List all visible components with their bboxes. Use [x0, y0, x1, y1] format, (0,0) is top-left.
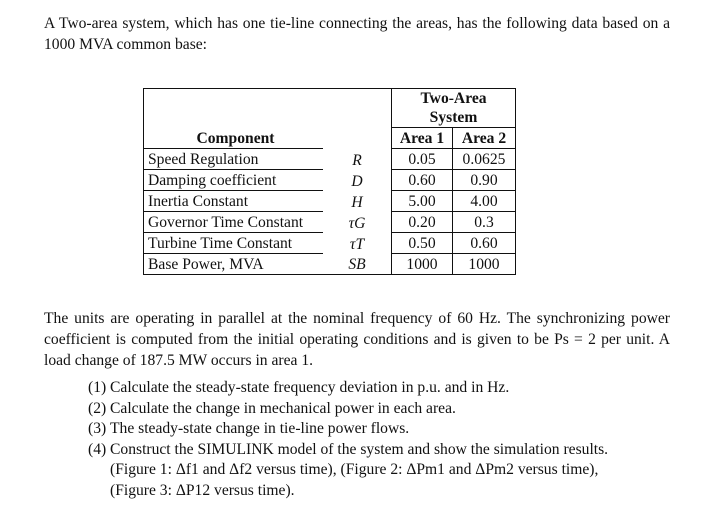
task-number: (4)	[88, 440, 107, 458]
row-area2: 0.90	[453, 170, 516, 191]
task-text: Calculate the steady-state frequency deviation in p.u. and in Hz.	[110, 379, 510, 396]
row-area2: 1000	[453, 254, 516, 275]
row-area2: 0.60	[453, 233, 516, 254]
task-list	[88, 378, 678, 501]
table-row	[144, 233, 516, 254]
row-symbol: D	[351, 172, 363, 190]
row-area1: 1000	[392, 254, 453, 275]
task-text: Construct the SIMULINK model of the system and show the simulation results.	[110, 440, 609, 458]
table-row	[144, 212, 516, 233]
row-area1: 0.60	[392, 170, 453, 191]
row-symbol: R	[352, 151, 362, 169]
intro-paragraph: A Two-area system, which has one tie-line connecting the areas, has the following data based on a 1000 MVA common base:	[44, 15, 670, 53]
list-item	[88, 440, 678, 502]
row-component: Damping coefficient	[144, 170, 324, 191]
row-symbol: τG	[348, 214, 366, 232]
parameters-table	[143, 88, 516, 275]
component-header: Component	[144, 128, 324, 149]
row-component: Base Power, MVA	[144, 254, 324, 275]
row-area2: 4.00	[453, 191, 516, 212]
area1-header: Area 1	[392, 128, 453, 149]
row-area2: 0.0625	[453, 149, 516, 170]
row-area2: 0.3	[453, 212, 516, 233]
group-header-line1: Two-Area	[420, 90, 487, 107]
row-component: Speed Regulation	[144, 149, 324, 170]
row-area1: 5.00	[392, 191, 453, 212]
group-header-line2: System	[429, 109, 478, 126]
task-number: (2)	[88, 399, 107, 417]
area2-header: Area 2	[453, 128, 516, 149]
task-figures-line: (Figure 1: Δf1 and Δf2 versus time), (Figure 2: ΔPm1 and ΔPm2 versus time),	[110, 461, 599, 478]
list-item	[88, 399, 678, 420]
task-number: (3)	[88, 420, 107, 437]
table-row	[144, 254, 516, 275]
row-symbol: SB	[323, 254, 392, 275]
conditions-paragraph: The units are operating in parallel at the nominal frequency of 60 Hz. The synchronizing power coefficient is computed from the initial operating conditions and is given to be Ps = 2 per unit. A load change of 187.5 MW occurs in area 1.	[44, 310, 670, 369]
row-component: Inertia Constant	[144, 191, 324, 212]
row-symbol: τT	[349, 235, 365, 253]
table-subheader-row	[144, 128, 516, 149]
row-component: Turbine Time Constant	[144, 233, 324, 254]
task-text: Calculate the change in mechanical power in each area.	[110, 399, 456, 417]
task-number: (1)	[88, 379, 107, 396]
table-row	[144, 170, 516, 191]
table-header-row	[144, 89, 516, 128]
row-area1: 0.05	[392, 149, 453, 170]
list-item	[88, 419, 678, 440]
list-item	[88, 378, 678, 399]
row-component: Governor Time Constant	[144, 212, 324, 233]
task-text: The steady-state change in tie-line power flows.	[110, 420, 410, 437]
row-area1: 0.20	[392, 212, 453, 233]
table-row	[144, 149, 516, 170]
task-figures-line: (Figure 3: ΔP12 versus time).	[110, 481, 295, 499]
group-header	[392, 89, 516, 128]
table-row	[144, 191, 516, 212]
row-area1: 0.50	[392, 233, 453, 254]
row-symbol: H	[351, 193, 363, 211]
